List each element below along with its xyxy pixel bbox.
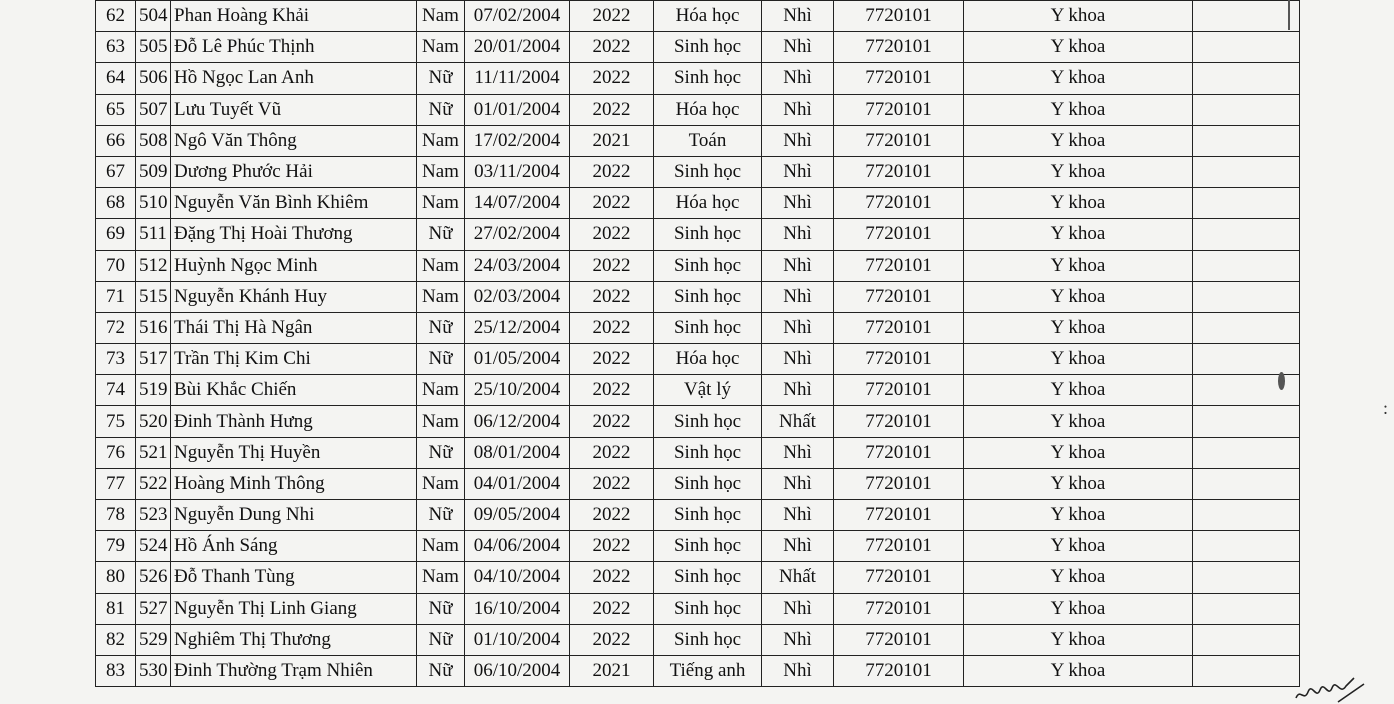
subject-cell: Sinh học bbox=[654, 32, 762, 63]
table-row bbox=[96, 344, 1300, 375]
date-of-birth-cell: 06/12/2004 bbox=[465, 406, 570, 437]
subject-cell: Toán bbox=[654, 125, 762, 156]
major-code-cell: 7720101 bbox=[834, 437, 964, 468]
student-code-cell: 520 bbox=[136, 406, 171, 437]
note-cell bbox=[1193, 468, 1300, 499]
major-code-cell: 7720101 bbox=[834, 32, 964, 63]
gender-cell: Nam bbox=[417, 281, 465, 312]
table-row bbox=[96, 1, 1300, 32]
gender-cell: Nữ bbox=[417, 94, 465, 125]
table-row bbox=[96, 375, 1300, 406]
student-name-cell: Đặng Thị Hoài Thương bbox=[171, 219, 417, 250]
margin-mark: : bbox=[1382, 398, 1388, 418]
student-code-cell: 521 bbox=[136, 437, 171, 468]
note-cell bbox=[1193, 406, 1300, 437]
prize-cell: Nhì bbox=[762, 188, 834, 219]
student-code-cell: 507 bbox=[136, 94, 171, 125]
major-code-cell: 7720101 bbox=[834, 125, 964, 156]
student-code-cell: 506 bbox=[136, 63, 171, 94]
award-year-cell: 2022 bbox=[570, 63, 654, 94]
student-code-cell: 519 bbox=[136, 375, 171, 406]
major-code-cell: 7720101 bbox=[834, 94, 964, 125]
award-year-cell: 2022 bbox=[570, 312, 654, 343]
prize-cell: Nhì bbox=[762, 156, 834, 187]
prize-cell: Nhì bbox=[762, 531, 834, 562]
table-row bbox=[96, 655, 1300, 686]
date-of-birth-cell: 27/02/2004 bbox=[465, 219, 570, 250]
major-name-cell: Y khoa bbox=[964, 500, 1193, 531]
prize-cell: Nhì bbox=[762, 624, 834, 655]
date-of-birth-cell: 06/10/2004 bbox=[465, 655, 570, 686]
student-code-cell: 510 bbox=[136, 188, 171, 219]
major-code-cell: 7720101 bbox=[834, 531, 964, 562]
row-number-cell: 67 bbox=[96, 156, 136, 187]
major-name-cell: Y khoa bbox=[964, 375, 1193, 406]
major-name-cell: Y khoa bbox=[964, 63, 1193, 94]
prize-cell: Nhất bbox=[762, 406, 834, 437]
table-row bbox=[96, 500, 1300, 531]
table-body bbox=[96, 1, 1300, 687]
table-row bbox=[96, 593, 1300, 624]
row-number-cell: 78 bbox=[96, 500, 136, 531]
gender-cell: Nữ bbox=[417, 312, 465, 343]
student-name-cell: Thái Thị Hà Ngân bbox=[171, 312, 417, 343]
subject-cell: Sinh học bbox=[654, 593, 762, 624]
row-number-cell: 71 bbox=[96, 281, 136, 312]
note-cell bbox=[1193, 125, 1300, 156]
table-row bbox=[96, 156, 1300, 187]
table-row bbox=[96, 312, 1300, 343]
student-code-cell: 527 bbox=[136, 593, 171, 624]
subject-cell: Sinh học bbox=[654, 531, 762, 562]
date-of-birth-cell: 25/12/2004 bbox=[465, 312, 570, 343]
major-code-cell: 7720101 bbox=[834, 344, 964, 375]
table-row bbox=[96, 219, 1300, 250]
row-number-cell: 70 bbox=[96, 250, 136, 281]
date-of-birth-cell: 24/03/2004 bbox=[465, 250, 570, 281]
note-cell bbox=[1193, 219, 1300, 250]
student-name-cell: Ngô Văn Thông bbox=[171, 125, 417, 156]
student-code-cell: 524 bbox=[136, 531, 171, 562]
major-name-cell: Y khoa bbox=[964, 281, 1193, 312]
gender-cell: Nữ bbox=[417, 655, 465, 686]
date-of-birth-cell: 17/02/2004 bbox=[465, 125, 570, 156]
prize-cell: Nhì bbox=[762, 125, 834, 156]
major-name-cell: Y khoa bbox=[964, 188, 1193, 219]
major-name-cell: Y khoa bbox=[964, 94, 1193, 125]
table-row bbox=[96, 437, 1300, 468]
gender-cell: Nữ bbox=[417, 63, 465, 94]
table-row bbox=[96, 94, 1300, 125]
major-code-cell: 7720101 bbox=[834, 655, 964, 686]
major-code-cell: 7720101 bbox=[834, 406, 964, 437]
row-number-cell: 80 bbox=[96, 562, 136, 593]
award-year-cell: 2022 bbox=[570, 94, 654, 125]
subject-cell: Sinh học bbox=[654, 312, 762, 343]
prize-cell: Nhì bbox=[762, 281, 834, 312]
note-cell bbox=[1193, 500, 1300, 531]
gender-cell: Nữ bbox=[417, 344, 465, 375]
prize-cell: Nhì bbox=[762, 500, 834, 531]
student-code-cell: 529 bbox=[136, 624, 171, 655]
date-of-birth-cell: 16/10/2004 bbox=[465, 593, 570, 624]
award-year-cell: 2022 bbox=[570, 593, 654, 624]
student-code-cell: 512 bbox=[136, 250, 171, 281]
award-year-cell: 2022 bbox=[570, 437, 654, 468]
subject-cell: Sinh học bbox=[654, 156, 762, 187]
student-code-cell: 515 bbox=[136, 281, 171, 312]
note-cell bbox=[1193, 624, 1300, 655]
prize-cell: Nhì bbox=[762, 344, 834, 375]
gender-cell: Nam bbox=[417, 188, 465, 219]
prize-cell: Nhất bbox=[762, 562, 834, 593]
gender-cell: Nam bbox=[417, 468, 465, 499]
row-number-cell: 69 bbox=[96, 219, 136, 250]
student-name-cell: Nguyễn Dung Nhi bbox=[171, 500, 417, 531]
student-code-cell: 511 bbox=[136, 219, 171, 250]
note-cell bbox=[1193, 32, 1300, 63]
subject-cell: Sinh học bbox=[654, 468, 762, 499]
date-of-birth-cell: 04/06/2004 bbox=[465, 531, 570, 562]
prize-cell: Nhì bbox=[762, 219, 834, 250]
major-code-cell: 7720101 bbox=[834, 250, 964, 281]
award-year-cell: 2022 bbox=[570, 156, 654, 187]
note-cell bbox=[1193, 156, 1300, 187]
student-name-cell: Huỳnh Ngọc Minh bbox=[171, 250, 417, 281]
row-number-cell: 83 bbox=[96, 655, 136, 686]
note-cell bbox=[1193, 188, 1300, 219]
gender-cell: Nam bbox=[417, 32, 465, 63]
gender-cell: Nam bbox=[417, 375, 465, 406]
subject-cell: Sinh học bbox=[654, 437, 762, 468]
major-name-cell: Y khoa bbox=[964, 531, 1193, 562]
row-number-cell: 79 bbox=[96, 531, 136, 562]
table-row bbox=[96, 188, 1300, 219]
major-code-cell: 7720101 bbox=[834, 562, 964, 593]
major-code-cell: 7720101 bbox=[834, 219, 964, 250]
prize-cell: Nhì bbox=[762, 437, 834, 468]
row-number-cell: 77 bbox=[96, 468, 136, 499]
note-cell bbox=[1193, 437, 1300, 468]
date-of-birth-cell: 04/01/2004 bbox=[465, 468, 570, 499]
gender-cell: Nam bbox=[417, 1, 465, 32]
date-of-birth-cell: 09/05/2004 bbox=[465, 500, 570, 531]
date-of-birth-cell: 20/01/2004 bbox=[465, 32, 570, 63]
major-name-cell: Y khoa bbox=[964, 468, 1193, 499]
major-name-cell: Y khoa bbox=[964, 312, 1193, 343]
prize-cell: Nhì bbox=[762, 94, 834, 125]
row-number-cell: 81 bbox=[96, 593, 136, 624]
major-code-cell: 7720101 bbox=[834, 593, 964, 624]
major-name-cell: Y khoa bbox=[964, 1, 1193, 32]
gender-cell: Nữ bbox=[417, 219, 465, 250]
award-year-cell: 2022 bbox=[570, 562, 654, 593]
award-year-cell: 2022 bbox=[570, 1, 654, 32]
subject-cell: Hóa học bbox=[654, 1, 762, 32]
student-code-cell: 526 bbox=[136, 562, 171, 593]
student-name-cell: Hồ Ngọc Lan Anh bbox=[171, 63, 417, 94]
student-name-cell: Đỗ Thanh Tùng bbox=[171, 562, 417, 593]
prize-cell: Nhì bbox=[762, 63, 834, 94]
note-cell bbox=[1193, 281, 1300, 312]
award-year-cell: 2022 bbox=[570, 624, 654, 655]
note-cell bbox=[1193, 63, 1300, 94]
award-year-cell: 2022 bbox=[570, 32, 654, 63]
row-number-cell: 76 bbox=[96, 437, 136, 468]
note-cell bbox=[1193, 94, 1300, 125]
award-year-cell: 2022 bbox=[570, 344, 654, 375]
note-cell bbox=[1193, 312, 1300, 343]
major-name-cell: Y khoa bbox=[964, 219, 1193, 250]
award-year-cell: 2021 bbox=[570, 655, 654, 686]
gender-cell: Nữ bbox=[417, 624, 465, 655]
gender-cell: Nữ bbox=[417, 500, 465, 531]
student-code-cell: 508 bbox=[136, 125, 171, 156]
award-year-cell: 2022 bbox=[570, 219, 654, 250]
award-year-cell: 2022 bbox=[570, 468, 654, 499]
major-name-cell: Y khoa bbox=[964, 655, 1193, 686]
major-name-cell: Y khoa bbox=[964, 250, 1193, 281]
prize-cell: Nhì bbox=[762, 593, 834, 624]
row-number-cell: 65 bbox=[96, 94, 136, 125]
student-name-cell: Nguyễn Khánh Huy bbox=[171, 281, 417, 312]
subject-cell: Sinh học bbox=[654, 500, 762, 531]
student-name-cell: Dương Phước Hải bbox=[171, 156, 417, 187]
table-row bbox=[96, 125, 1300, 156]
major-code-cell: 7720101 bbox=[834, 375, 964, 406]
gender-cell: Nam bbox=[417, 531, 465, 562]
major-name-cell: Y khoa bbox=[964, 156, 1193, 187]
row-number-cell: 62 bbox=[96, 1, 136, 32]
student-code-cell: 505 bbox=[136, 32, 171, 63]
handwritten-mark bbox=[1294, 676, 1374, 704]
date-of-birth-cell: 01/05/2004 bbox=[465, 344, 570, 375]
subject-cell: Sinh học bbox=[654, 250, 762, 281]
subject-cell: Sinh học bbox=[654, 63, 762, 94]
award-year-cell: 2022 bbox=[570, 500, 654, 531]
student-name-cell: Đỗ Lê Phúc Thịnh bbox=[171, 32, 417, 63]
major-code-cell: 7720101 bbox=[834, 188, 964, 219]
note-cell bbox=[1193, 655, 1300, 686]
student-name-cell: Hồ Ánh Sáng bbox=[171, 531, 417, 562]
major-name-cell: Y khoa bbox=[964, 406, 1193, 437]
table-row bbox=[96, 32, 1300, 63]
student-code-cell: 504 bbox=[136, 1, 171, 32]
gender-cell: Nam bbox=[417, 406, 465, 437]
prize-cell: Nhì bbox=[762, 655, 834, 686]
table-row bbox=[96, 406, 1300, 437]
major-code-cell: 7720101 bbox=[834, 156, 964, 187]
table-row bbox=[96, 250, 1300, 281]
student-code-cell: 509 bbox=[136, 156, 171, 187]
row-number-cell: 75 bbox=[96, 406, 136, 437]
prize-cell: Nhì bbox=[762, 375, 834, 406]
scan-speck bbox=[1278, 372, 1285, 390]
table-row bbox=[96, 468, 1300, 499]
major-code-cell: 7720101 bbox=[834, 312, 964, 343]
major-name-cell: Y khoa bbox=[964, 593, 1193, 624]
student-name-cell: Nghiêm Thị Thương bbox=[171, 624, 417, 655]
subject-cell: Hóa học bbox=[654, 344, 762, 375]
table-row bbox=[96, 562, 1300, 593]
student-name-cell: Đinh Thường Trạm Nhiên bbox=[171, 655, 417, 686]
major-name-cell: Y khoa bbox=[964, 562, 1193, 593]
student-table bbox=[95, 0, 1300, 687]
award-year-cell: 2022 bbox=[570, 250, 654, 281]
major-code-cell: 7720101 bbox=[834, 624, 964, 655]
student-code-cell: 530 bbox=[136, 655, 171, 686]
table-row bbox=[96, 624, 1300, 655]
major-name-cell: Y khoa bbox=[964, 125, 1193, 156]
major-code-cell: 7720101 bbox=[834, 281, 964, 312]
major-name-cell: Y khoa bbox=[964, 437, 1193, 468]
student-code-cell: 523 bbox=[136, 500, 171, 531]
date-of-birth-cell: 14/07/2004 bbox=[465, 188, 570, 219]
student-name-cell: Nguyễn Văn Bình Khiêm bbox=[171, 188, 417, 219]
gender-cell: Nam bbox=[417, 125, 465, 156]
student-name-cell: Bùi Khắc Chiến bbox=[171, 375, 417, 406]
major-code-cell: 7720101 bbox=[834, 1, 964, 32]
note-cell bbox=[1193, 562, 1300, 593]
date-of-birth-cell: 08/01/2004 bbox=[465, 437, 570, 468]
note-cell bbox=[1193, 344, 1300, 375]
student-name-cell: Nguyễn Thị Huyền bbox=[171, 437, 417, 468]
scan-speck bbox=[1288, 0, 1290, 30]
date-of-birth-cell: 01/01/2004 bbox=[465, 94, 570, 125]
subject-cell: Sinh học bbox=[654, 219, 762, 250]
gender-cell: Nữ bbox=[417, 593, 465, 624]
subject-cell: Hóa học bbox=[654, 94, 762, 125]
prize-cell: Nhì bbox=[762, 32, 834, 63]
major-name-cell: Y khoa bbox=[964, 344, 1193, 375]
major-code-cell: 7720101 bbox=[834, 468, 964, 499]
gender-cell: Nữ bbox=[417, 437, 465, 468]
row-number-cell: 64 bbox=[96, 63, 136, 94]
subject-cell: Tiếng anh bbox=[654, 655, 762, 686]
subject-cell: Sinh học bbox=[654, 624, 762, 655]
student-name-cell: Đinh Thành Hưng bbox=[171, 406, 417, 437]
row-number-cell: 72 bbox=[96, 312, 136, 343]
prize-cell: Nhì bbox=[762, 312, 834, 343]
row-number-cell: 74 bbox=[96, 375, 136, 406]
prize-cell: Nhì bbox=[762, 1, 834, 32]
student-code-cell: 517 bbox=[136, 344, 171, 375]
student-name-cell: Hoàng Minh Thông bbox=[171, 468, 417, 499]
date-of-birth-cell: 25/10/2004 bbox=[465, 375, 570, 406]
note-cell bbox=[1193, 1, 1300, 32]
student-code-cell: 516 bbox=[136, 312, 171, 343]
document-sheet bbox=[95, 0, 1199, 687]
student-name-cell: Nguyễn Thị Linh Giang bbox=[171, 593, 417, 624]
student-name-cell: Lưu Tuyết Vũ bbox=[171, 94, 417, 125]
gender-cell: Nam bbox=[417, 562, 465, 593]
date-of-birth-cell: 11/11/2004 bbox=[465, 63, 570, 94]
note-cell bbox=[1193, 250, 1300, 281]
gender-cell: Nam bbox=[417, 156, 465, 187]
row-number-cell: 63 bbox=[96, 32, 136, 63]
note-cell bbox=[1193, 531, 1300, 562]
note-cell bbox=[1193, 593, 1300, 624]
gender-cell: Nam bbox=[417, 250, 465, 281]
subject-cell: Vật lý bbox=[654, 375, 762, 406]
prize-cell: Nhì bbox=[762, 250, 834, 281]
award-year-cell: 2022 bbox=[570, 281, 654, 312]
award-year-cell: 2022 bbox=[570, 375, 654, 406]
student-name-cell: Phan Hoàng Khải bbox=[171, 1, 417, 32]
award-year-cell: 2021 bbox=[570, 125, 654, 156]
award-year-cell: 2022 bbox=[570, 406, 654, 437]
table-row bbox=[96, 63, 1300, 94]
major-name-cell: Y khoa bbox=[964, 32, 1193, 63]
table-row bbox=[96, 281, 1300, 312]
table-row bbox=[96, 531, 1300, 562]
major-code-cell: 7720101 bbox=[834, 63, 964, 94]
date-of-birth-cell: 01/10/2004 bbox=[465, 624, 570, 655]
date-of-birth-cell: 07/02/2004 bbox=[465, 1, 570, 32]
major-name-cell: Y khoa bbox=[964, 624, 1193, 655]
date-of-birth-cell: 04/10/2004 bbox=[465, 562, 570, 593]
row-number-cell: 68 bbox=[96, 188, 136, 219]
prize-cell: Nhì bbox=[762, 468, 834, 499]
student-code-cell: 522 bbox=[136, 468, 171, 499]
row-number-cell: 82 bbox=[96, 624, 136, 655]
row-number-cell: 73 bbox=[96, 344, 136, 375]
date-of-birth-cell: 02/03/2004 bbox=[465, 281, 570, 312]
student-name-cell: Trần Thị Kim Chi bbox=[171, 344, 417, 375]
award-year-cell: 2022 bbox=[570, 531, 654, 562]
subject-cell: Sinh học bbox=[654, 406, 762, 437]
major-code-cell: 7720101 bbox=[834, 500, 964, 531]
subject-cell: Sinh học bbox=[654, 562, 762, 593]
award-year-cell: 2022 bbox=[570, 188, 654, 219]
subject-cell: Hóa học bbox=[654, 188, 762, 219]
date-of-birth-cell: 03/11/2004 bbox=[465, 156, 570, 187]
row-number-cell: 66 bbox=[96, 125, 136, 156]
subject-cell: Sinh học bbox=[654, 281, 762, 312]
